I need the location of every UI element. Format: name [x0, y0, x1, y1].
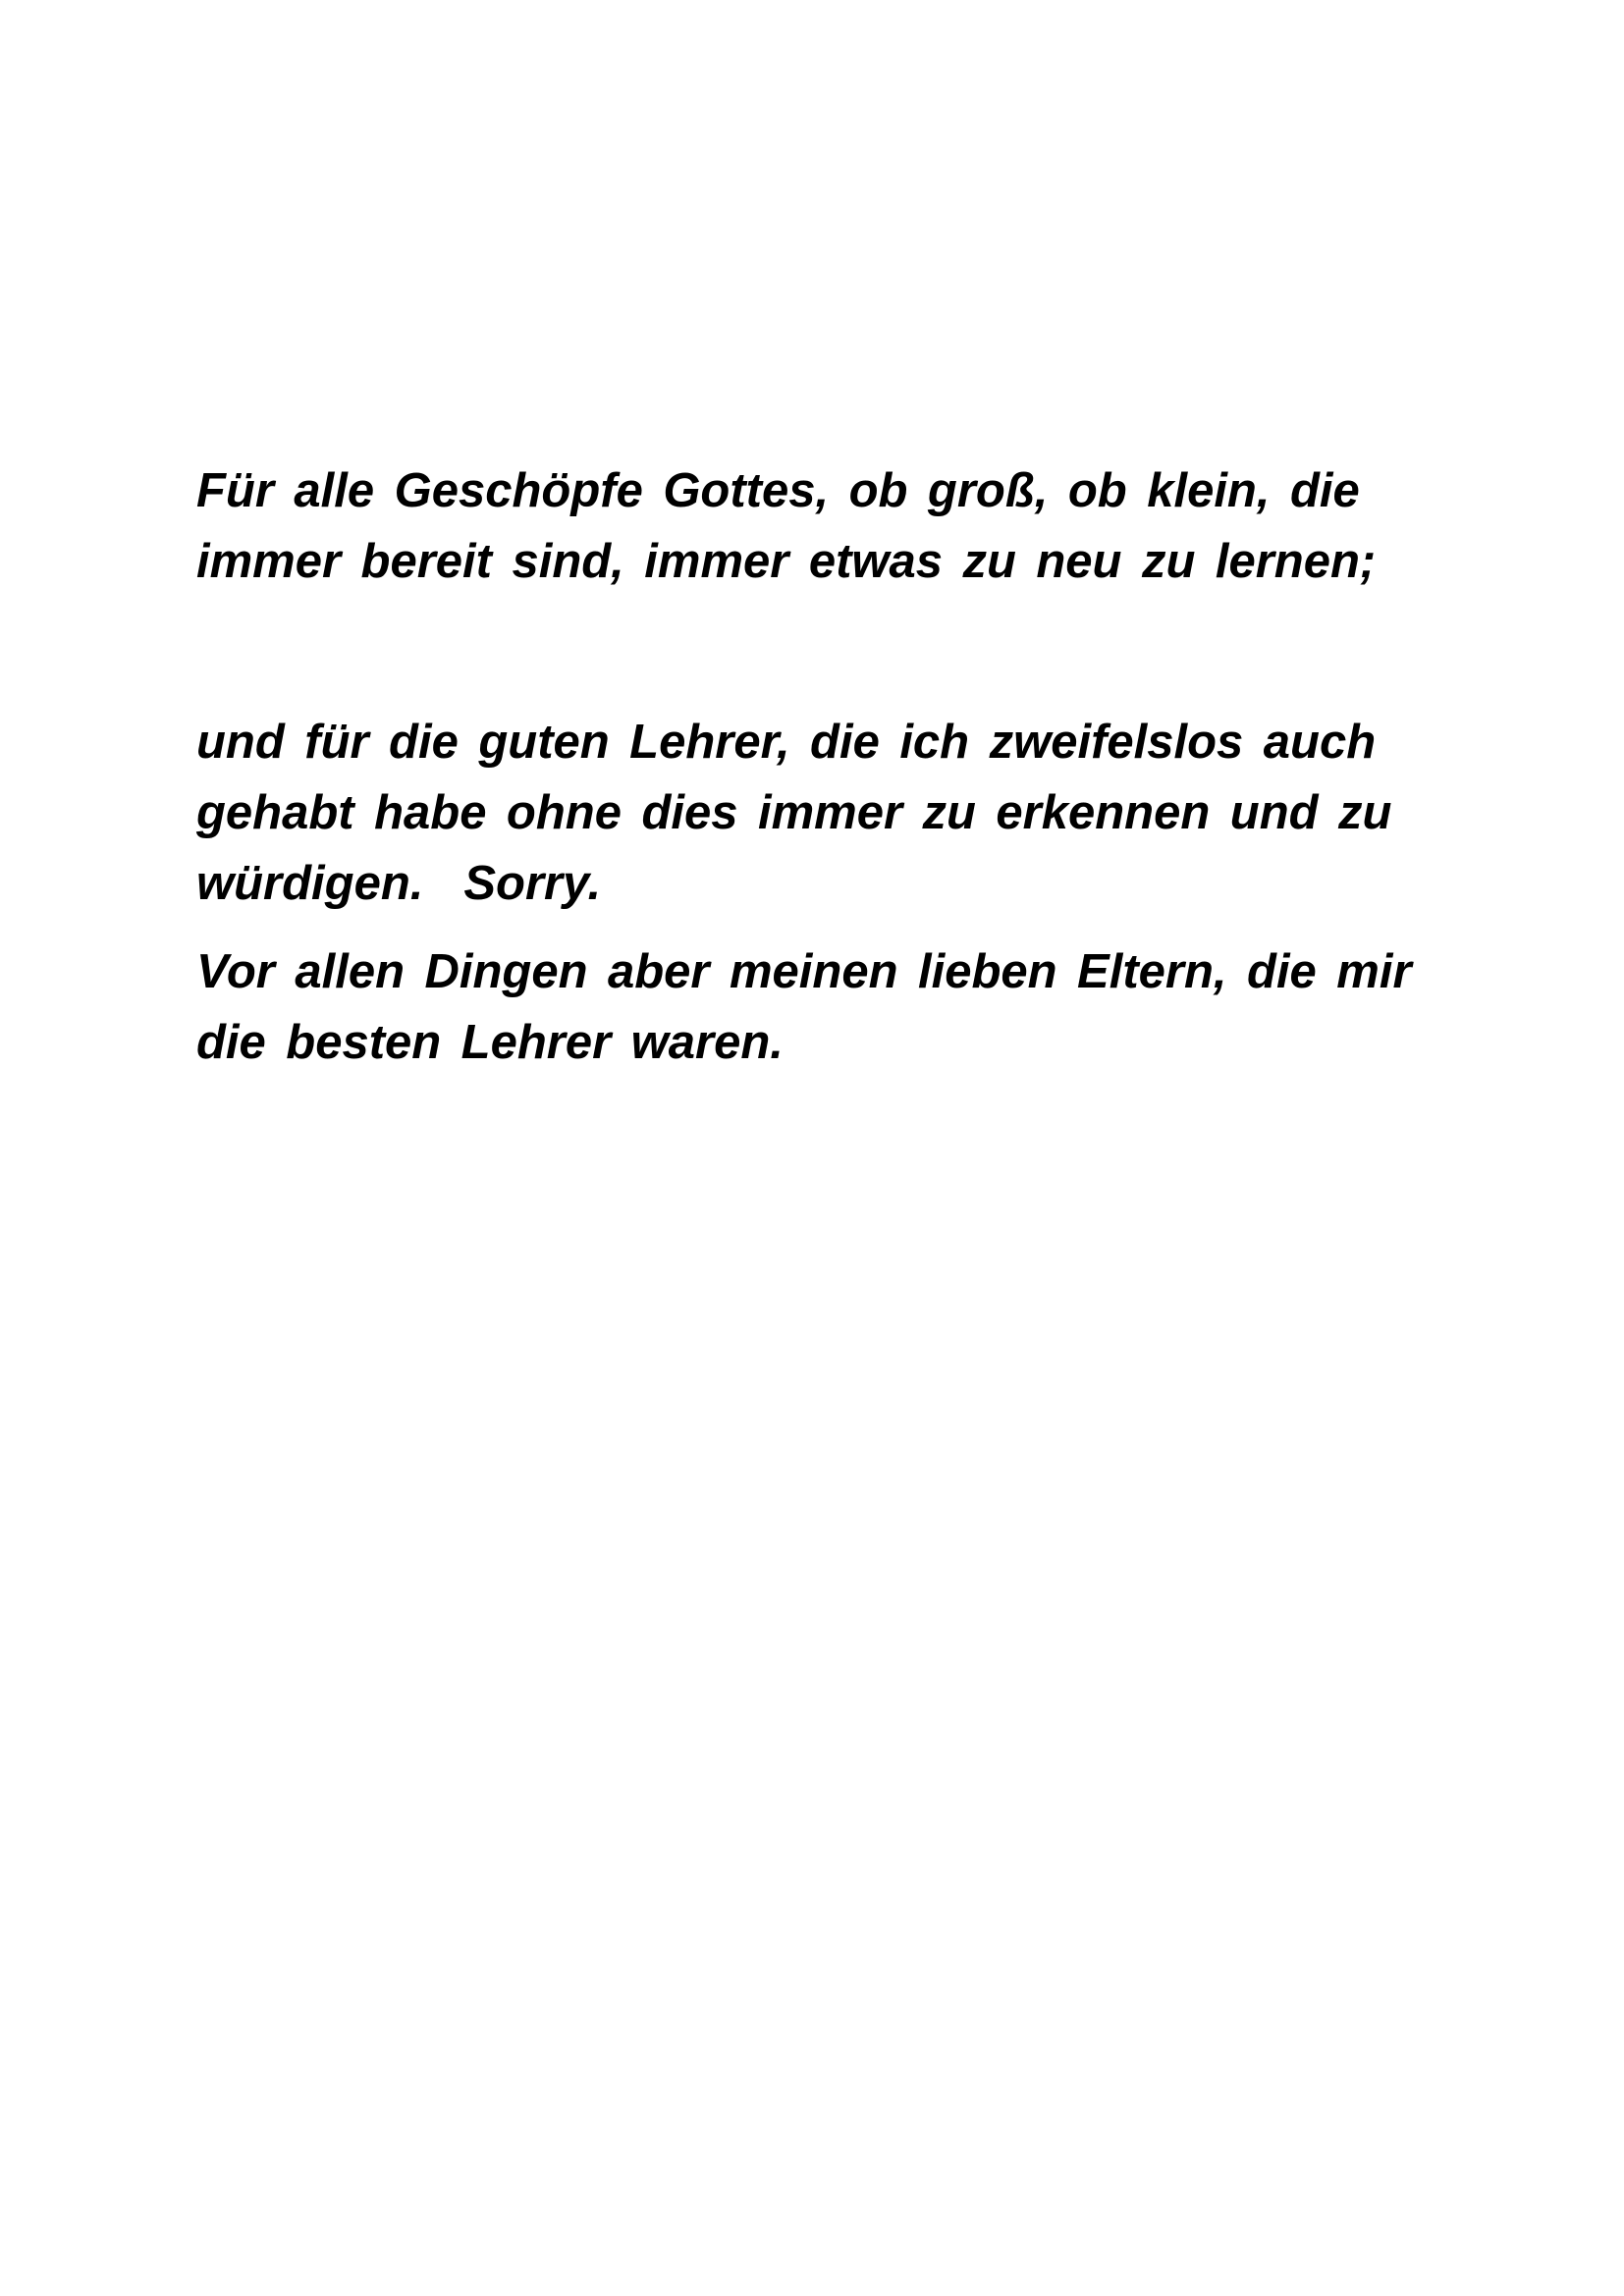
text-line: Für alle Geschöpfe Gottes, ob groß, ob klein, die	[196, 464, 1360, 517]
paragraph-3	[196, 936, 1492, 1078]
text-line: gehabt habe ohne dies immer zu erkennen und zu	[196, 786, 1392, 839]
text-line: Vor allen Dingen aber meinen lieben Eltern, die mir	[196, 945, 1412, 998]
text-line: immer bereit sind, immer etwas zu neu zu lernen;	[196, 535, 1377, 588]
paragraph-2	[196, 707, 1492, 919]
text-line: würdigen. Sorry.	[196, 857, 602, 910]
paragraph-1	[196, 455, 1492, 597]
dedication-text-block	[196, 455, 1492, 1078]
text-line: die besten Lehrer waren.	[196, 1016, 784, 1069]
text-line: und für die guten Lehrer, die ich zweifelslos auch	[196, 716, 1377, 769]
